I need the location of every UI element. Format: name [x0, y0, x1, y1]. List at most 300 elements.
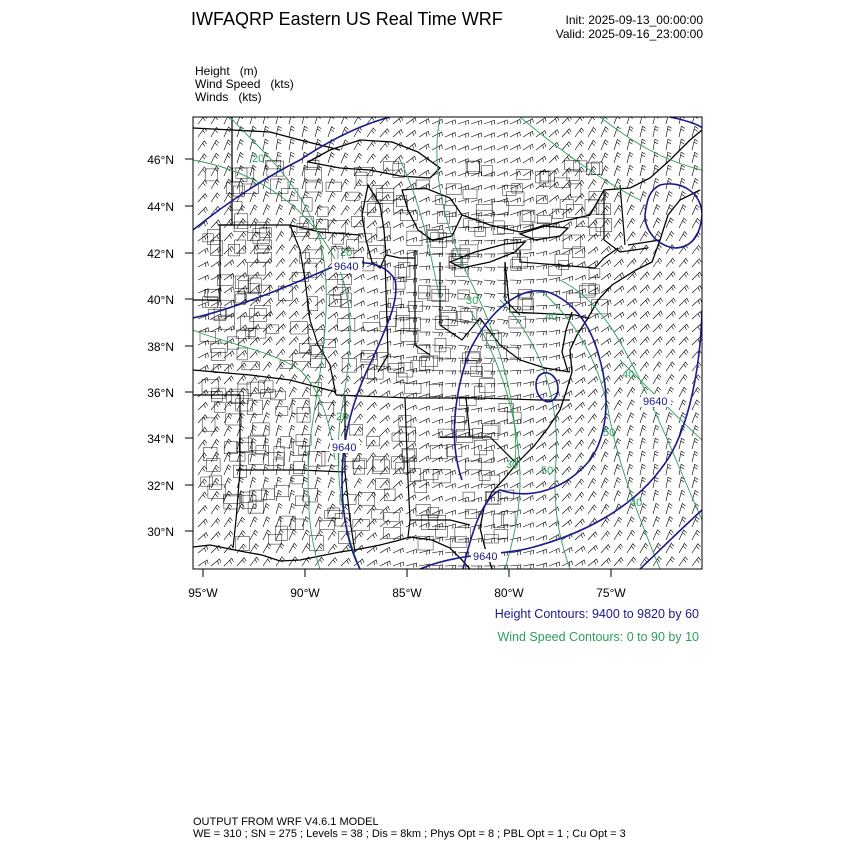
- wind-barb: [601, 206, 609, 215]
- wind-barb: [419, 443, 429, 449]
- wind-barb: [692, 299, 702, 306]
- wind-barb: [666, 425, 672, 436]
- wind-barb: [653, 311, 662, 319]
- county-cell: [296, 435, 311, 446]
- wind-barb: [419, 482, 429, 488]
- wind-contour-label: 20: [340, 247, 353, 259]
- wind-barb: [276, 477, 282, 488]
- wind-barb: [380, 520, 390, 527]
- wind-barb: [276, 517, 283, 527]
- wind-barb: [380, 403, 390, 410]
- wind-barb: [445, 120, 455, 125]
- wind-barb: [484, 254, 495, 258]
- county-cell: [203, 297, 218, 308]
- wind-barb: [471, 497, 481, 502]
- wind-barb: [614, 491, 621, 501]
- wind-barb: [341, 114, 349, 124]
- wind-barb: [445, 407, 456, 412]
- wind-barb: [328, 491, 335, 501]
- county-cell: [566, 293, 580, 303]
- wind-barb: [627, 312, 637, 319]
- wind-barb: [211, 233, 221, 241]
- wind-barb: [562, 379, 572, 384]
- wind-barb: [211, 377, 221, 384]
- wind-barb: [601, 233, 610, 241]
- wind-barb: [302, 362, 311, 371]
- wind-barb: [211, 465, 219, 475]
- wind-barb: [198, 248, 208, 254]
- wind-barb: [367, 402, 377, 410]
- wind-barb: [250, 337, 260, 345]
- wind-barb: [549, 117, 559, 124]
- county-cell: [438, 429, 453, 438]
- wind-barb: [302, 375, 310, 384]
- wind-barb: [666, 258, 675, 267]
- wind-barb: [445, 371, 456, 375]
- wind-barb: [393, 429, 403, 436]
- wind-barb: [562, 454, 571, 462]
- wind-barb: [523, 157, 533, 163]
- wind-barb: [536, 481, 546, 488]
- wind-barb: [211, 115, 219, 124]
- county-cell: [338, 274, 352, 284]
- county-cell: [311, 359, 326, 368]
- wind-barb: [354, 427, 362, 436]
- wind-barb: [601, 439, 608, 449]
- wind-barb: [614, 140, 621, 150]
- wind-barb: [302, 438, 308, 449]
- wind-barb: [471, 371, 482, 375]
- wind-barb: [692, 152, 698, 163]
- wind-contour-label: 30: [506, 459, 519, 471]
- wind-barb: [263, 362, 272, 371]
- wind-barb: [276, 324, 285, 332]
- wind-barb: [666, 191, 672, 202]
- wind-barb: [640, 165, 646, 176]
- wind-barbs: [198, 113, 702, 569]
- wind-contour-label: 20: [336, 411, 349, 423]
- county-boundaries: [200, 160, 612, 550]
- wind-barb: [666, 298, 675, 306]
- wind-barb: [510, 395, 521, 400]
- wind-speed-contours: [193, 117, 702, 569]
- wind-barb: [627, 438, 633, 449]
- wind-barb: [302, 400, 309, 410]
- wind-barb: [289, 451, 294, 462]
- wind-barb: [224, 287, 234, 293]
- wind-barb: [666, 285, 675, 293]
- wind-barb: [419, 266, 430, 270]
- county-cell: [293, 354, 311, 362]
- wind-barb: [692, 413, 699, 423]
- wind-barb: [627, 517, 634, 527]
- wind-barb: [640, 285, 649, 293]
- wind-barb: [432, 407, 442, 412]
- wind-barb: [315, 426, 322, 436]
- lon-label-90w: 90°W: [290, 586, 320, 600]
- wind-barb: [640, 362, 649, 371]
- wind-barb: [198, 560, 208, 566]
- wind-barb: [614, 299, 624, 306]
- wind-barb: [523, 252, 534, 256]
- wind-barb: [419, 144, 429, 150]
- wind-barb: [588, 505, 597, 514]
- wind-barb: [445, 171, 455, 176]
- wind-barb: [549, 182, 559, 189]
- wind-barb: [523, 197, 533, 202]
- wind-barb: [445, 510, 455, 515]
- wind-barb: [289, 412, 296, 423]
- county-cell: [482, 364, 493, 378]
- wind-barb: [510, 537, 521, 542]
- wind-barb: [393, 343, 404, 348]
- county-cell: [518, 298, 532, 310]
- lat-label-44n: 44°N: [147, 200, 174, 214]
- wind-barb: [575, 128, 584, 137]
- county-cell: [296, 496, 310, 506]
- wind-barb: [679, 272, 688, 280]
- wind-barb: [315, 299, 325, 306]
- wind-barb: [575, 390, 585, 397]
- wind-barb: [458, 345, 469, 350]
- wind-barb: [484, 133, 494, 138]
- wind-barb: [354, 414, 363, 423]
- wind-barb: [198, 519, 207, 527]
- wind-barb: [367, 128, 376, 137]
- wind-barb: [653, 490, 659, 501]
- wind-barb: [575, 479, 584, 488]
- wind-barb: [393, 380, 403, 385]
- wind-barb: [588, 377, 598, 384]
- wind-barb: [393, 195, 403, 202]
- wind-barb: [692, 178, 698, 189]
- wind-barb: [328, 413, 336, 423]
- wind-barb: [328, 286, 338, 293]
- wind-barb: [354, 401, 363, 410]
- wind-barb: [393, 521, 403, 527]
- wind-barb: [575, 141, 584, 150]
- wind-barb: [575, 207, 584, 215]
- wind-barb: [211, 352, 221, 358]
- wind-barb: [471, 185, 481, 190]
- wind-barb: [198, 141, 207, 150]
- wind-barb: [523, 184, 533, 189]
- county-cell: [455, 528, 470, 543]
- wind-barb: [393, 454, 403, 462]
- wind-contour-label: 50: [603, 427, 616, 439]
- wind-barb: [393, 548, 403, 553]
- wind-barb: [497, 171, 507, 176]
- wind-barb: [471, 133, 481, 138]
- wind-barb: [289, 258, 298, 267]
- wind-barb: [692, 400, 700, 410]
- wind-barb: [692, 272, 701, 280]
- wind-barb: [536, 196, 546, 202]
- wind-barb: [653, 258, 662, 267]
- wind-barb: [653, 374, 661, 384]
- county-cell: [494, 530, 508, 539]
- wind-barb: [432, 496, 442, 501]
- county-cell: [233, 186, 245, 196]
- wind-barb: [380, 480, 389, 488]
- county-cell: [268, 535, 282, 545]
- wind-barb: [211, 301, 221, 306]
- wind-barb: [614, 452, 621, 462]
- wind-barb: [640, 139, 646, 150]
- wind-barb: [224, 140, 231, 150]
- county-cell: [571, 184, 581, 197]
- wind-barb: [458, 484, 468, 489]
- wind-barb: [497, 383, 508, 387]
- wind-barb: [549, 155, 559, 163]
- wind-barb: [328, 338, 338, 345]
- wind-barb: [211, 492, 219, 501]
- wind-barb: [536, 251, 547, 256]
- wind-barb: [419, 197, 429, 202]
- wind-barb: [211, 339, 221, 345]
- wind-barb: [627, 205, 634, 215]
- wind-barb: [575, 440, 584, 449]
- wind-barb: [237, 219, 245, 228]
- wind-barb: [640, 324, 650, 332]
- wind-barb: [393, 117, 403, 124]
- wind-barb: [380, 155, 389, 163]
- wind-barb: [367, 302, 377, 307]
- lon-label-80w: 80°W: [494, 586, 524, 600]
- county-cell: [233, 168, 247, 182]
- wind-barb: [536, 495, 546, 501]
- wind-barb: [315, 544, 323, 553]
- wind-barb: [406, 405, 416, 410]
- wind-barb: [510, 483, 520, 488]
- wind-barb: [510, 132, 520, 137]
- wind-barb: [549, 429, 559, 436]
- wind-barb: [315, 530, 323, 540]
- wind-barb: [484, 159, 494, 164]
- wind-barb: [562, 235, 572, 241]
- wind-barb: [588, 478, 596, 488]
- county-cell: [396, 373, 407, 383]
- wind-barb: [510, 119, 520, 124]
- wind-barb: [575, 275, 585, 280]
- wind-barb: [679, 543, 687, 553]
- wind-barb: [328, 153, 335, 163]
- wind-barb: [198, 466, 207, 475]
- wind-barb: [237, 375, 246, 384]
- wind-barb: [523, 536, 533, 541]
- wind-barb: [471, 383, 482, 387]
- wind-barb: [510, 332, 521, 337]
- wind-barb: [419, 306, 430, 310]
- wind-barb: [393, 250, 403, 255]
- wind-barb: [393, 223, 403, 228]
- wind-barb: [250, 114, 257, 124]
- wind-barb: [354, 301, 364, 306]
- county-cell: [372, 510, 383, 519]
- wind-barb: [367, 453, 376, 462]
- wind-barb: [562, 391, 572, 397]
- wind-barb: [432, 345, 443, 349]
- wind-barb: [640, 126, 646, 137]
- wind-barb: [432, 551, 443, 555]
- wind-barb: [627, 126, 633, 137]
- wind-barb: [601, 452, 608, 462]
- wind-barb: [692, 312, 702, 319]
- wind-barb: [562, 208, 572, 215]
- wind-barb: [588, 274, 598, 280]
- wind-barb: [601, 465, 608, 475]
- wind-barb: [679, 165, 685, 176]
- wind-barb: [224, 300, 234, 306]
- wind-barb: [302, 543, 310, 553]
- wind-barb: [276, 311, 285, 319]
- county-cell: [479, 470, 490, 480]
- wind-barb: [432, 332, 443, 337]
- wind-barb: [653, 517, 660, 527]
- wind-barb: [315, 165, 321, 176]
- county-cell: [480, 379, 495, 393]
- wind-barb: [601, 300, 611, 306]
- wind-barb: [263, 451, 269, 462]
- wind-barb: [198, 128, 207, 137]
- wind-barb: [614, 153, 621, 163]
- lat-label-40n: 40°N: [147, 293, 174, 307]
- wind-barb: [692, 285, 702, 293]
- wind-barb: [549, 169, 559, 176]
- wind-barb: [406, 508, 416, 514]
- wind-barb: [549, 548, 559, 553]
- county-cell: [292, 476, 303, 484]
- wind-barb: [419, 157, 429, 163]
- wind-barb: [432, 483, 442, 488]
- wind-barb: [367, 560, 377, 566]
- wind-barb: [432, 280, 443, 284]
- wind-barb: [419, 382, 430, 387]
- wind-barb: [289, 191, 295, 202]
- wind-barb: [198, 492, 207, 501]
- wind-barb: [445, 293, 456, 298]
- wind-barb: [510, 145, 520, 150]
- wind-barb: [302, 477, 308, 488]
- field-height: Height (m): [195, 64, 258, 78]
- wind-barb: [289, 165, 295, 176]
- wind-barb: [510, 565, 521, 569]
- county-cell: [241, 492, 253, 503]
- wind-barb: [250, 426, 257, 436]
- wind-barb: [406, 130, 416, 137]
- wind-barb: [224, 273, 234, 280]
- wind-barb: [653, 218, 660, 228]
- county-cell: [299, 344, 310, 353]
- county-cell: [468, 161, 480, 173]
- wind-barb: [510, 225, 521, 230]
- wind-barb: [198, 180, 207, 189]
- wind-barb: [289, 178, 295, 189]
- wind-barb: [614, 400, 622, 410]
- wind-barb: [263, 375, 271, 384]
- wind-barb: [692, 451, 698, 462]
- wind-barb: [627, 299, 637, 306]
- wind-barb: [549, 130, 559, 137]
- wind-barb: [458, 133, 468, 138]
- county-cell: [306, 182, 322, 192]
- wind-barb: [263, 543, 271, 553]
- wind-barb: [224, 426, 232, 436]
- lat-label-36n: 36°N: [147, 386, 174, 400]
- wind-barb: [250, 530, 258, 540]
- wind-barb: [393, 130, 403, 137]
- wind-barb: [601, 179, 609, 189]
- wind-barb: [562, 276, 572, 281]
- wind-barb: [250, 387, 258, 397]
- wind-barb: [289, 557, 297, 566]
- wind-barb: [263, 413, 270, 423]
- wind-barb: [484, 293, 495, 298]
- wind-barb: [224, 166, 231, 176]
- wind-barb: [263, 245, 272, 254]
- wind-barb: [653, 139, 658, 150]
- wind-barb: [627, 152, 633, 163]
- wind-barb: [692, 426, 699, 436]
- wind-barb: [679, 324, 689, 332]
- wind-barb: [497, 470, 507, 475]
- wind-barb: [276, 490, 282, 501]
- wind-barb: [471, 538, 482, 542]
- wind-barb: [263, 298, 273, 306]
- wind-barb: [523, 280, 534, 284]
- wind-barb: [302, 413, 309, 423]
- wind-barb: [627, 325, 637, 332]
- wind-barb: [328, 531, 336, 540]
- wind-barb: [419, 332, 430, 336]
- county-cell: [463, 189, 477, 199]
- wind-barb: [419, 131, 429, 137]
- wind-barb: [614, 286, 624, 293]
- wind-barb: [315, 517, 322, 527]
- county-cell: [383, 528, 400, 539]
- wind-barb: [445, 395, 456, 399]
- wind-barb: [640, 451, 646, 462]
- wind-barb: [419, 431, 429, 436]
- wind-barb: [419, 170, 429, 176]
- wind-barb: [692, 259, 701, 267]
- wind-barb: [627, 451, 633, 462]
- wind-barb: [289, 400, 296, 410]
- wind-barb: [627, 259, 636, 267]
- wind-barb: [211, 166, 219, 176]
- wind-barb: [302, 517, 309, 527]
- wind-barb: [354, 478, 362, 488]
- wind-barb: [354, 339, 364, 345]
- wind-barb: [315, 192, 322, 202]
- wind-barb: [406, 118, 416, 124]
- wind-barb: [640, 298, 650, 306]
- wind-barb: [263, 530, 271, 540]
- wind-barb: [666, 517, 673, 527]
- wind-barb: [380, 428, 389, 436]
- wind-barb: [653, 337, 662, 345]
- wind-barb: [445, 383, 456, 387]
- wind-barb: [250, 438, 256, 449]
- wind-barb: [536, 381, 546, 386]
- wind-barb: [250, 400, 258, 410]
- wind-barb: [536, 535, 546, 540]
- wind-barb: [458, 199, 469, 204]
- wind-barb: [575, 546, 585, 553]
- wind-barb: [536, 563, 547, 568]
- wind-barb: [445, 158, 455, 163]
- wind-barb: [601, 504, 609, 514]
